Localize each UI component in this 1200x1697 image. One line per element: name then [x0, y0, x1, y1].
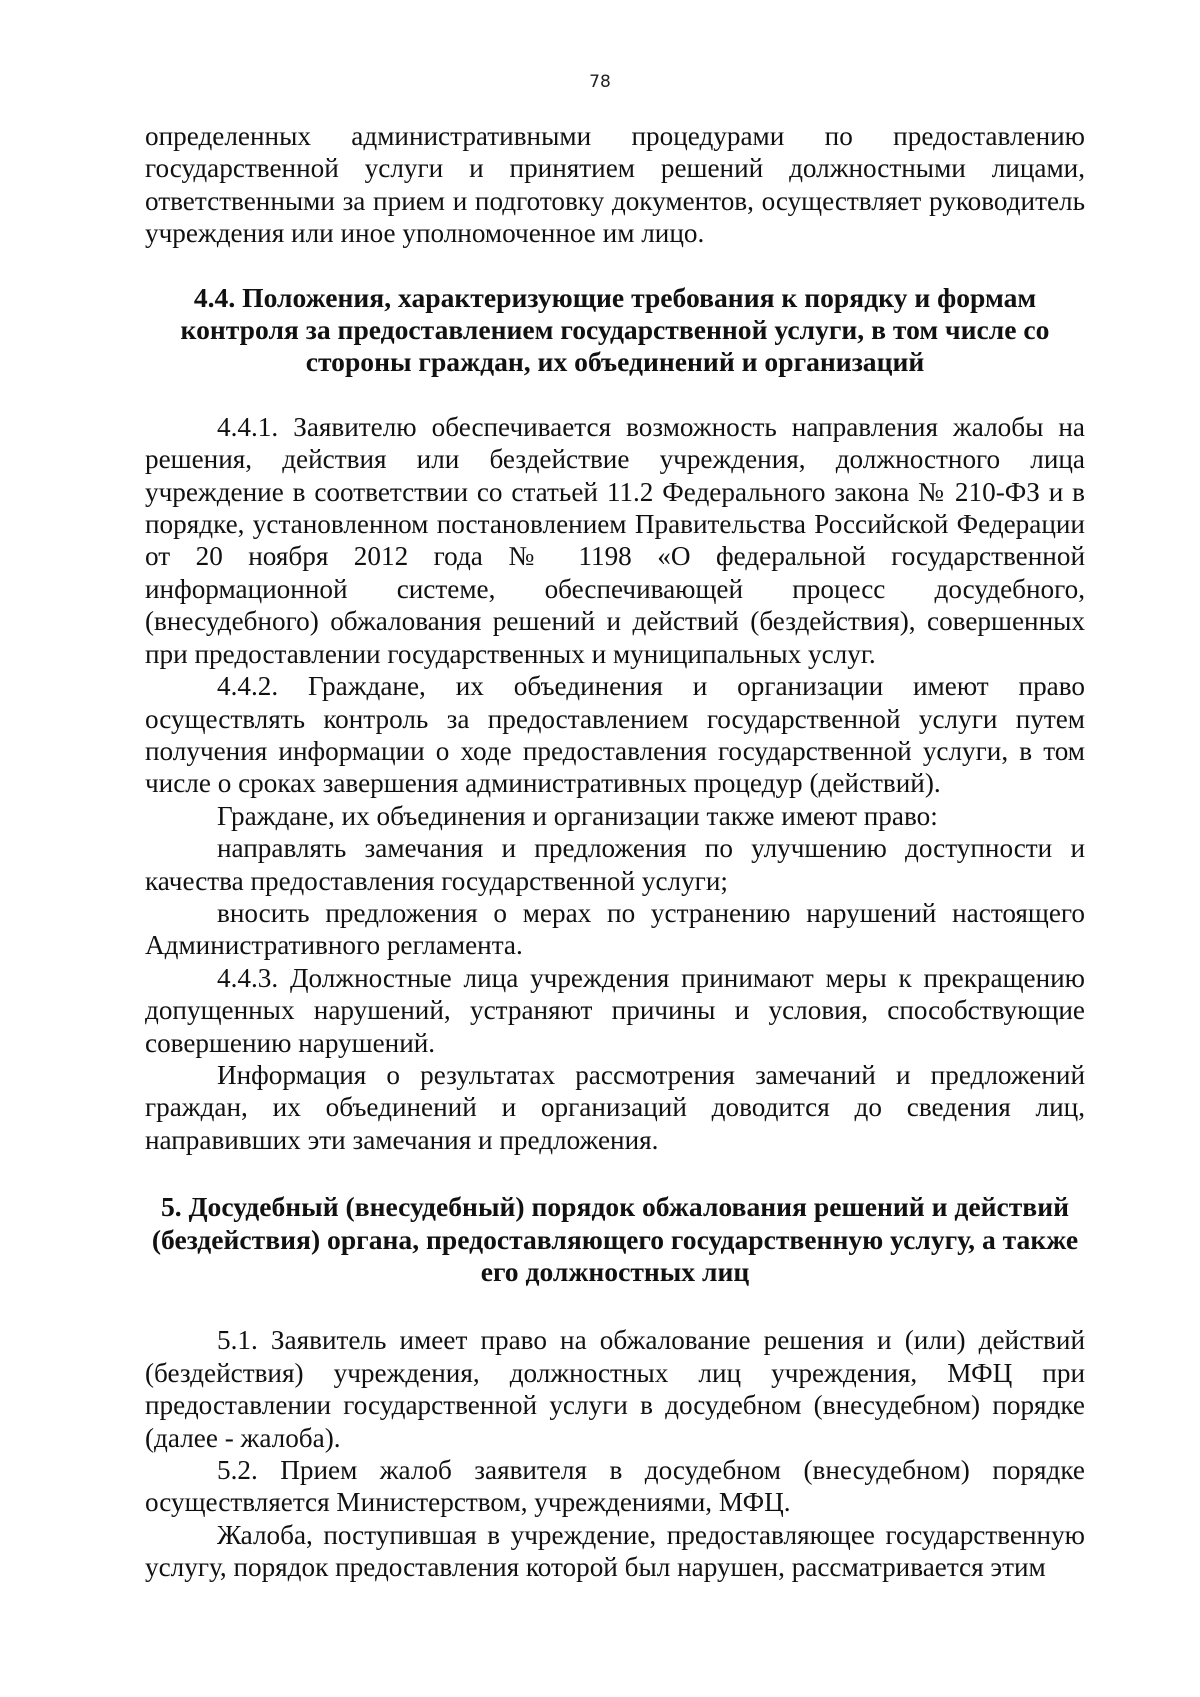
paragraph-rights-intro: Граждане, их объединения и организации также имеют право:	[217, 800, 938, 831]
paragraph-4-4-3: 4.4.3. Должностные лица учреждения принимают меры к прекращению допущенных нарушений, устраняют причины и условия, способствующие совершению нарушений.	[145, 962, 1085, 1058]
paragraph-4-4-1: 4.4.1. Заявителю обеспечивается возможность направления жалобы на решения, действия или бездействие учреждения, должностного лица учреждение в соответствии со статьей 11.2 Федерального закона № 210-ФЗ и в порядке, установленном постановлением Правительства Российской Федерации от 20 ноября 2012 года № 1198 «О федеральной государственной информационной системе, обеспечивающей процесс досудебного, (внесудебного) обжалования решений и действий (бездействия), совершенных при предоставлении государственных и муниципальных услуг.	[145, 411, 1085, 669]
document-body	[145, 120, 1085, 1584]
paragraph-rights-1: направлять замечания и предложения по улучшению доступности и качества предоставления государственной услуги;	[145, 833, 1085, 896]
paragraph-complaint: Жалоба, поступившая в учреждение, предоставляющее государственную услугу, порядок предоставления которой был нарушен, рассматривается этим	[145, 1519, 1085, 1583]
section-5-heading: 5. Досудебный (внесудебный) порядок обжалования решений и действий (бездействия) органа, предоставляющего государственную услугу, а также его должностных лиц	[151, 1191, 1079, 1287]
section-4-4-heading: 4.4. Положения, характеризующие требования к порядку и формам контроля за предоставлением государственной услуги, в том числе со стороны граждан, их объединений и организаций	[180, 281, 1050, 378]
intro-paragraph: определенных административными процедурами по предоставлению государственной услуги и принятием решений должностными лицами, ответственными за прием и подготовку документов, осуществляет руководитель учреждения или иное уполномоченное им лицо.	[145, 121, 1085, 249]
paragraph-rights-2: вносить предложения о мерах по устранению нарушений настоящего Административного регламента.	[145, 897, 1085, 961]
paragraph-5-1: 5.1. Заявитель имеет право на обжалование решения и (или) действий (бездействия) учреждения, должностных лиц учреждения, МФЦ при предоставлении государственной услуги в досудебном (внесудебном) порядке (далее - жалоба).	[145, 1325, 1085, 1453]
paragraph-info: Информация о результатах рассмотрения замечаний и предложений граждан, их объединений и организаций доводится до сведения лиц, направивших эти замечания и предложения.	[145, 1059, 1085, 1155]
page-number: 78	[589, 72, 611, 92]
paragraph-4-4-2: 4.4.2. Граждане, их объединения и организации имеют право осуществлять контроль за предоставлением государственной услуги путем получения информации о ходе предоставления государственной услуги, в том числе о сроках завершения административных процедур (действий).	[145, 671, 1085, 799]
paragraph-5-2: 5.2. Прием жалоб заявителя в досудебном (внесудебном) порядке осуществляется Министерством, учреждениями, МФЦ.	[145, 1455, 1085, 1518]
